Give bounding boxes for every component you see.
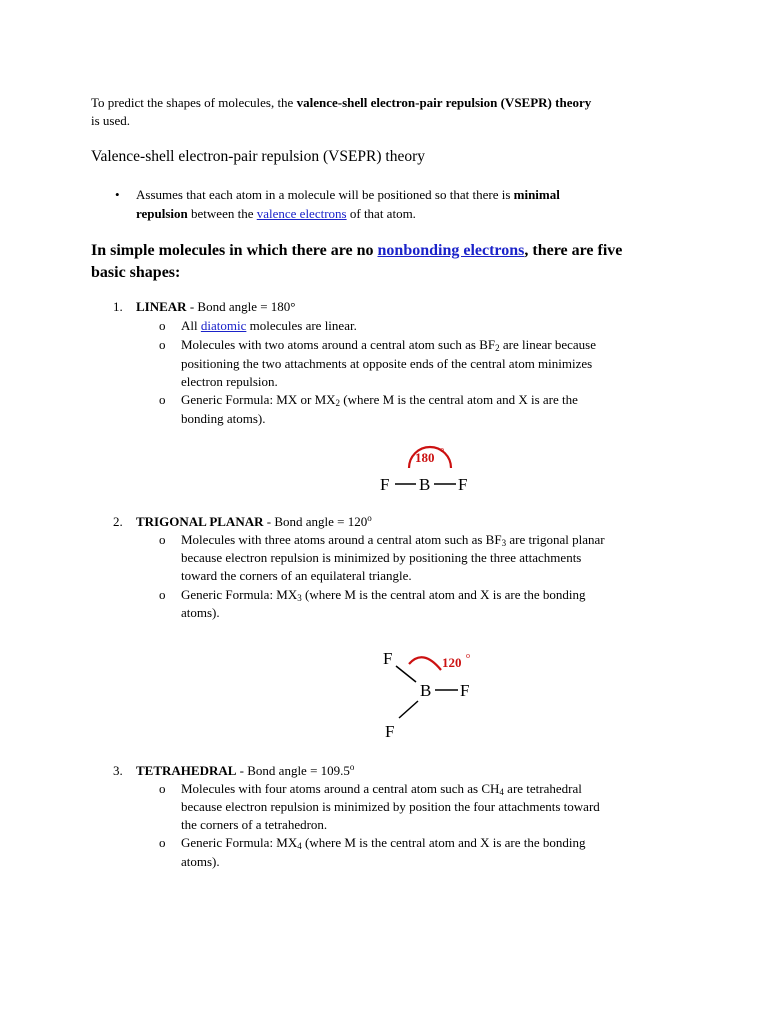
- degree-superscript: o: [349, 762, 355, 772]
- item-text: Generic Formula: MX: [181, 835, 298, 850]
- trigonal-item-1-line-1: [181, 531, 605, 550]
- bullet-text: of that atom.: [346, 206, 416, 221]
- tetrahedral-item-1-line-3: the corners of a tetrahedron.: [181, 817, 328, 832]
- diatomic-link[interactable]: diatomic: [200, 318, 247, 333]
- simple-text: In simple molecules in which there are no: [91, 242, 378, 259]
- simple-molecules-line-1: [91, 240, 622, 262]
- subscript: 3: [501, 538, 507, 548]
- sub-bullet: o: [159, 337, 166, 352]
- shape-title-tetrahedral: [136, 762, 354, 781]
- subscript: 2: [335, 398, 341, 408]
- item-text: molecules are linear.: [246, 318, 357, 333]
- linear-item-2-line-2: positioning the two attachments at opposite ends of the central atom minimizes: [181, 356, 593, 371]
- trigonal-item-2-line-1: [181, 586, 586, 605]
- bullet-line-2: [136, 205, 416, 224]
- sub-bullet: o: [159, 781, 166, 796]
- bullet-text: between the: [187, 206, 257, 221]
- angle-arc: [409, 657, 441, 670]
- shape-angle: - Bond angle = 109.5: [236, 763, 350, 778]
- item-text: (where M is the central atom and X is are the bonding: [301, 587, 586, 602]
- degree-symbol: o: [466, 651, 470, 660]
- item-text: Generic Formula: MX or MX: [181, 392, 336, 407]
- item-text: are linear because: [499, 337, 596, 352]
- subscript: 2: [495, 343, 500, 353]
- shape-angle: - Bond angle = 120: [263, 514, 368, 529]
- simple-text: , there are five: [524, 242, 623, 259]
- linear-item-2-line-1: [181, 336, 596, 355]
- linear-item-1: [181, 317, 357, 336]
- item-text: All: [181, 318, 201, 333]
- atom-f-left: F: [380, 475, 390, 494]
- atom-f-top: F: [383, 649, 393, 668]
- atom-f-right: F: [458, 475, 468, 494]
- shape-title-trigonal-planar: [136, 513, 372, 532]
- intro-text: To predict the shapes of molecules, the: [91, 95, 297, 110]
- angle-label: 120: [442, 655, 462, 670]
- shape-title-linear: [136, 298, 296, 317]
- item-text: (where M is the central atom and X is are the: [340, 392, 578, 407]
- bond-bottom: [399, 701, 418, 718]
- bullet-text: Assumes that each atom in a molecule will be positioned so that there is: [136, 187, 514, 202]
- tetrahedral-item-2-line-1: [181, 834, 586, 853]
- trigonal-item-2-line-2: atoms).: [181, 605, 220, 620]
- shape-name: LINEAR: [136, 299, 187, 314]
- item-text: are tetrahedral: [503, 781, 582, 796]
- item-text: Molecules with three atoms around a central atom such as BF: [181, 532, 502, 547]
- tetrahedral-item-1-line-2: because electron repulsion is minimized by position the four attachments toward: [181, 799, 600, 814]
- trigonal-bf3-diagram: [378, 642, 488, 742]
- item-text: Molecules with two atoms around a central atom such as BF: [181, 337, 496, 352]
- degree-symbol: o: [440, 445, 444, 454]
- list-number: 2.: [113, 514, 123, 529]
- sub-bullet: o: [159, 532, 166, 547]
- item-text: Generic Formula: MX: [181, 587, 298, 602]
- item-text: (where M is the central atom and X is are the bonding: [301, 835, 586, 850]
- section-heading: Valence-shell electron-pair repulsion (VSEPR) theory: [91, 148, 426, 165]
- trigonal-item-1-line-2: because electron repulsion is minimized by positioning the three attachments: [181, 550, 582, 565]
- nonbonding-electrons-link[interactable]: nonbonding electrons: [377, 242, 525, 259]
- list-number: 1.: [113, 299, 123, 314]
- subscript: 4: [297, 841, 302, 851]
- shape-name: TRIGONAL PLANAR: [136, 514, 264, 529]
- subscript: 3: [297, 593, 302, 603]
- tetrahedral-item-2-line-2: atoms).: [181, 854, 220, 869]
- sub-bullet: o: [159, 318, 166, 333]
- trigonal-item-1-line-3: toward the corners of an equilateral triangle.: [181, 568, 412, 583]
- subscript: 4: [499, 787, 504, 797]
- bullet-dot: •: [115, 187, 120, 202]
- bullet-bold: minimal: [513, 187, 560, 202]
- linear-item-3-line-1: [181, 391, 578, 410]
- atom-f-right: F: [460, 681, 470, 700]
- sub-bullet: o: [159, 587, 166, 602]
- degree-superscript: o: [367, 513, 372, 523]
- intro-bold: valence-shell electron-pair repulsion (VSEPR) theory: [296, 95, 592, 110]
- intro-line-2: is used.: [91, 113, 130, 128]
- tetrahedral-item-1-line-1: [181, 780, 582, 799]
- linear-item-3-line-2: bonding atoms).: [181, 411, 266, 426]
- bullet-line-1: [136, 186, 560, 205]
- atom-b: B: [420, 681, 432, 700]
- atom-f-bottom: F: [385, 722, 395, 741]
- simple-molecules-line-2: basic shapes:: [91, 264, 181, 281]
- atom-b: B: [419, 475, 431, 494]
- item-text: are trigonal planar: [506, 532, 605, 547]
- linear-bf2-diagram: [376, 440, 476, 496]
- sub-bullet: o: [159, 835, 166, 850]
- valence-electrons-link[interactable]: valence electrons: [256, 206, 347, 221]
- list-number: 3.: [113, 763, 123, 778]
- angle-label: 180: [415, 450, 435, 465]
- linear-item-2-line-3: electron repulsion.: [181, 374, 278, 389]
- bond-top: [396, 666, 416, 682]
- bullet-bold: repulsion: [136, 206, 188, 221]
- sub-bullet: o: [159, 392, 166, 407]
- item-text: Molecules with four atoms around a central atom such as CH: [181, 781, 500, 796]
- shape-angle: - Bond angle = 180°: [186, 299, 296, 314]
- shape-name: TETRAHEDRAL: [136, 763, 237, 778]
- intro-line-1: [91, 94, 591, 112]
